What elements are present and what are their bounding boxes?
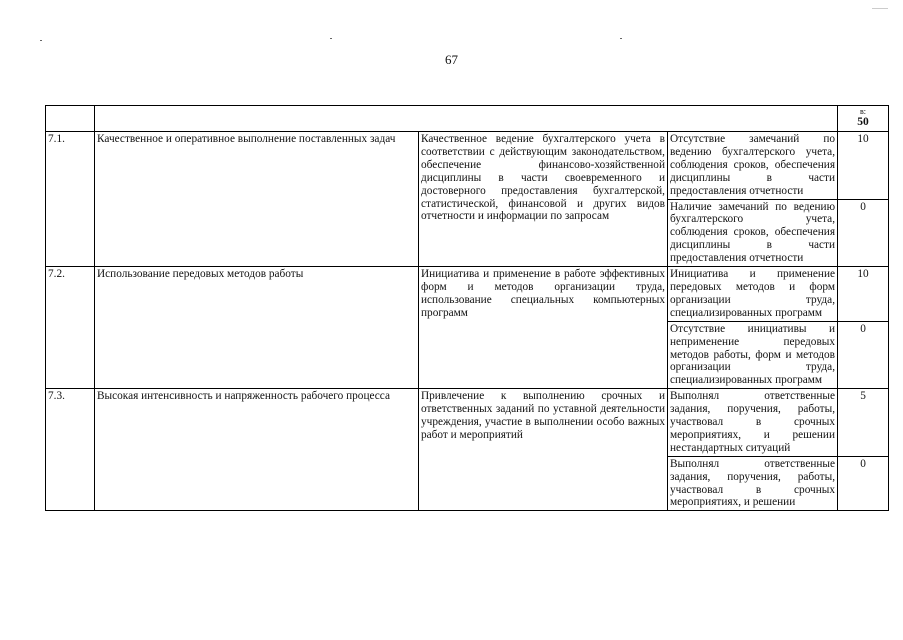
condition-cell: Отсутствие замечаний по ведению бухгалтерского учета, соблюдения сроков, обеспечения дисциплины в части предоставления отчетности (668, 132, 838, 200)
indicator-cell: Инициатива и применение в работе эффективных форм и методов организации труда, использование специальных компьютерных программ (419, 267, 668, 389)
condition-cell: Инициатива и применение передовых методов и форм организации труда, специализированных программ (668, 267, 838, 322)
table-row (46, 132, 889, 200)
scan-speck (330, 38, 332, 39)
row-number: 7.2. (46, 267, 95, 389)
indicator-cell: Качественное ведение бухгалтерского учета в соответствии с действующим законодательством, обеспечение финансово-хозяйственной дисциплины в части своевременного и достоверного предоставления бухгалтерской, статистической, финансовой и других видов отчетности и информации по запросам (419, 132, 668, 267)
condition-cell: Отсутствие инициативы и неприменение передовых методов работы, форм и методов организации труда, специализированных программ (668, 321, 838, 389)
points-cell: 0 (838, 321, 889, 389)
condition-cell: Выполнял ответственные задания, поручения, работы, участвовал в срочных мероприятиях, и решении нестандартных ситуаций (668, 389, 838, 457)
table-header-row (46, 106, 889, 132)
score-max: 50 (857, 116, 869, 128)
points-cell: 10 (838, 132, 889, 200)
points-cell: 0 (838, 199, 889, 267)
criterion-cell: Качественное и оперативное выполнение поставленных задач (95, 132, 419, 267)
table-row (46, 389, 889, 457)
header-cell (46, 106, 95, 132)
page-number: 67 (445, 52, 458, 67)
score-prefix: в: (860, 107, 867, 116)
row-number: 7.1. (46, 132, 95, 267)
indicator-cell: Привлечение к выполнению срочных и ответственных заданий по уставной деятельности учреждения, участие в выполнении особо важных работ и мероприятий (419, 389, 668, 511)
table-row (46, 267, 889, 322)
header-score-cell (838, 106, 889, 132)
points-cell: 5 (838, 389, 889, 457)
points-cell: 0 (838, 456, 889, 511)
criterion-cell: Использование передовых методов работы (95, 267, 419, 389)
scan-speck (872, 8, 888, 9)
scan-speck (40, 40, 42, 41)
condition-cell: Выполнял ответственные задания, поручения, работы, участвовал в срочных мероприятиях, и решении (668, 456, 838, 511)
condition-cell: Наличие замечаний по ведению бухгалтерского учета, соблюдения сроков, обеспечения дисциплины в части предоставления отчетности (668, 199, 838, 267)
header-cell (95, 106, 838, 132)
scan-speck (620, 38, 622, 39)
points-cell: 10 (838, 267, 889, 322)
criterion-cell: Высокая интенсивность и напряженность рабочего процесса (95, 389, 419, 511)
criteria-table (45, 105, 889, 511)
row-number: 7.3. (46, 389, 95, 511)
